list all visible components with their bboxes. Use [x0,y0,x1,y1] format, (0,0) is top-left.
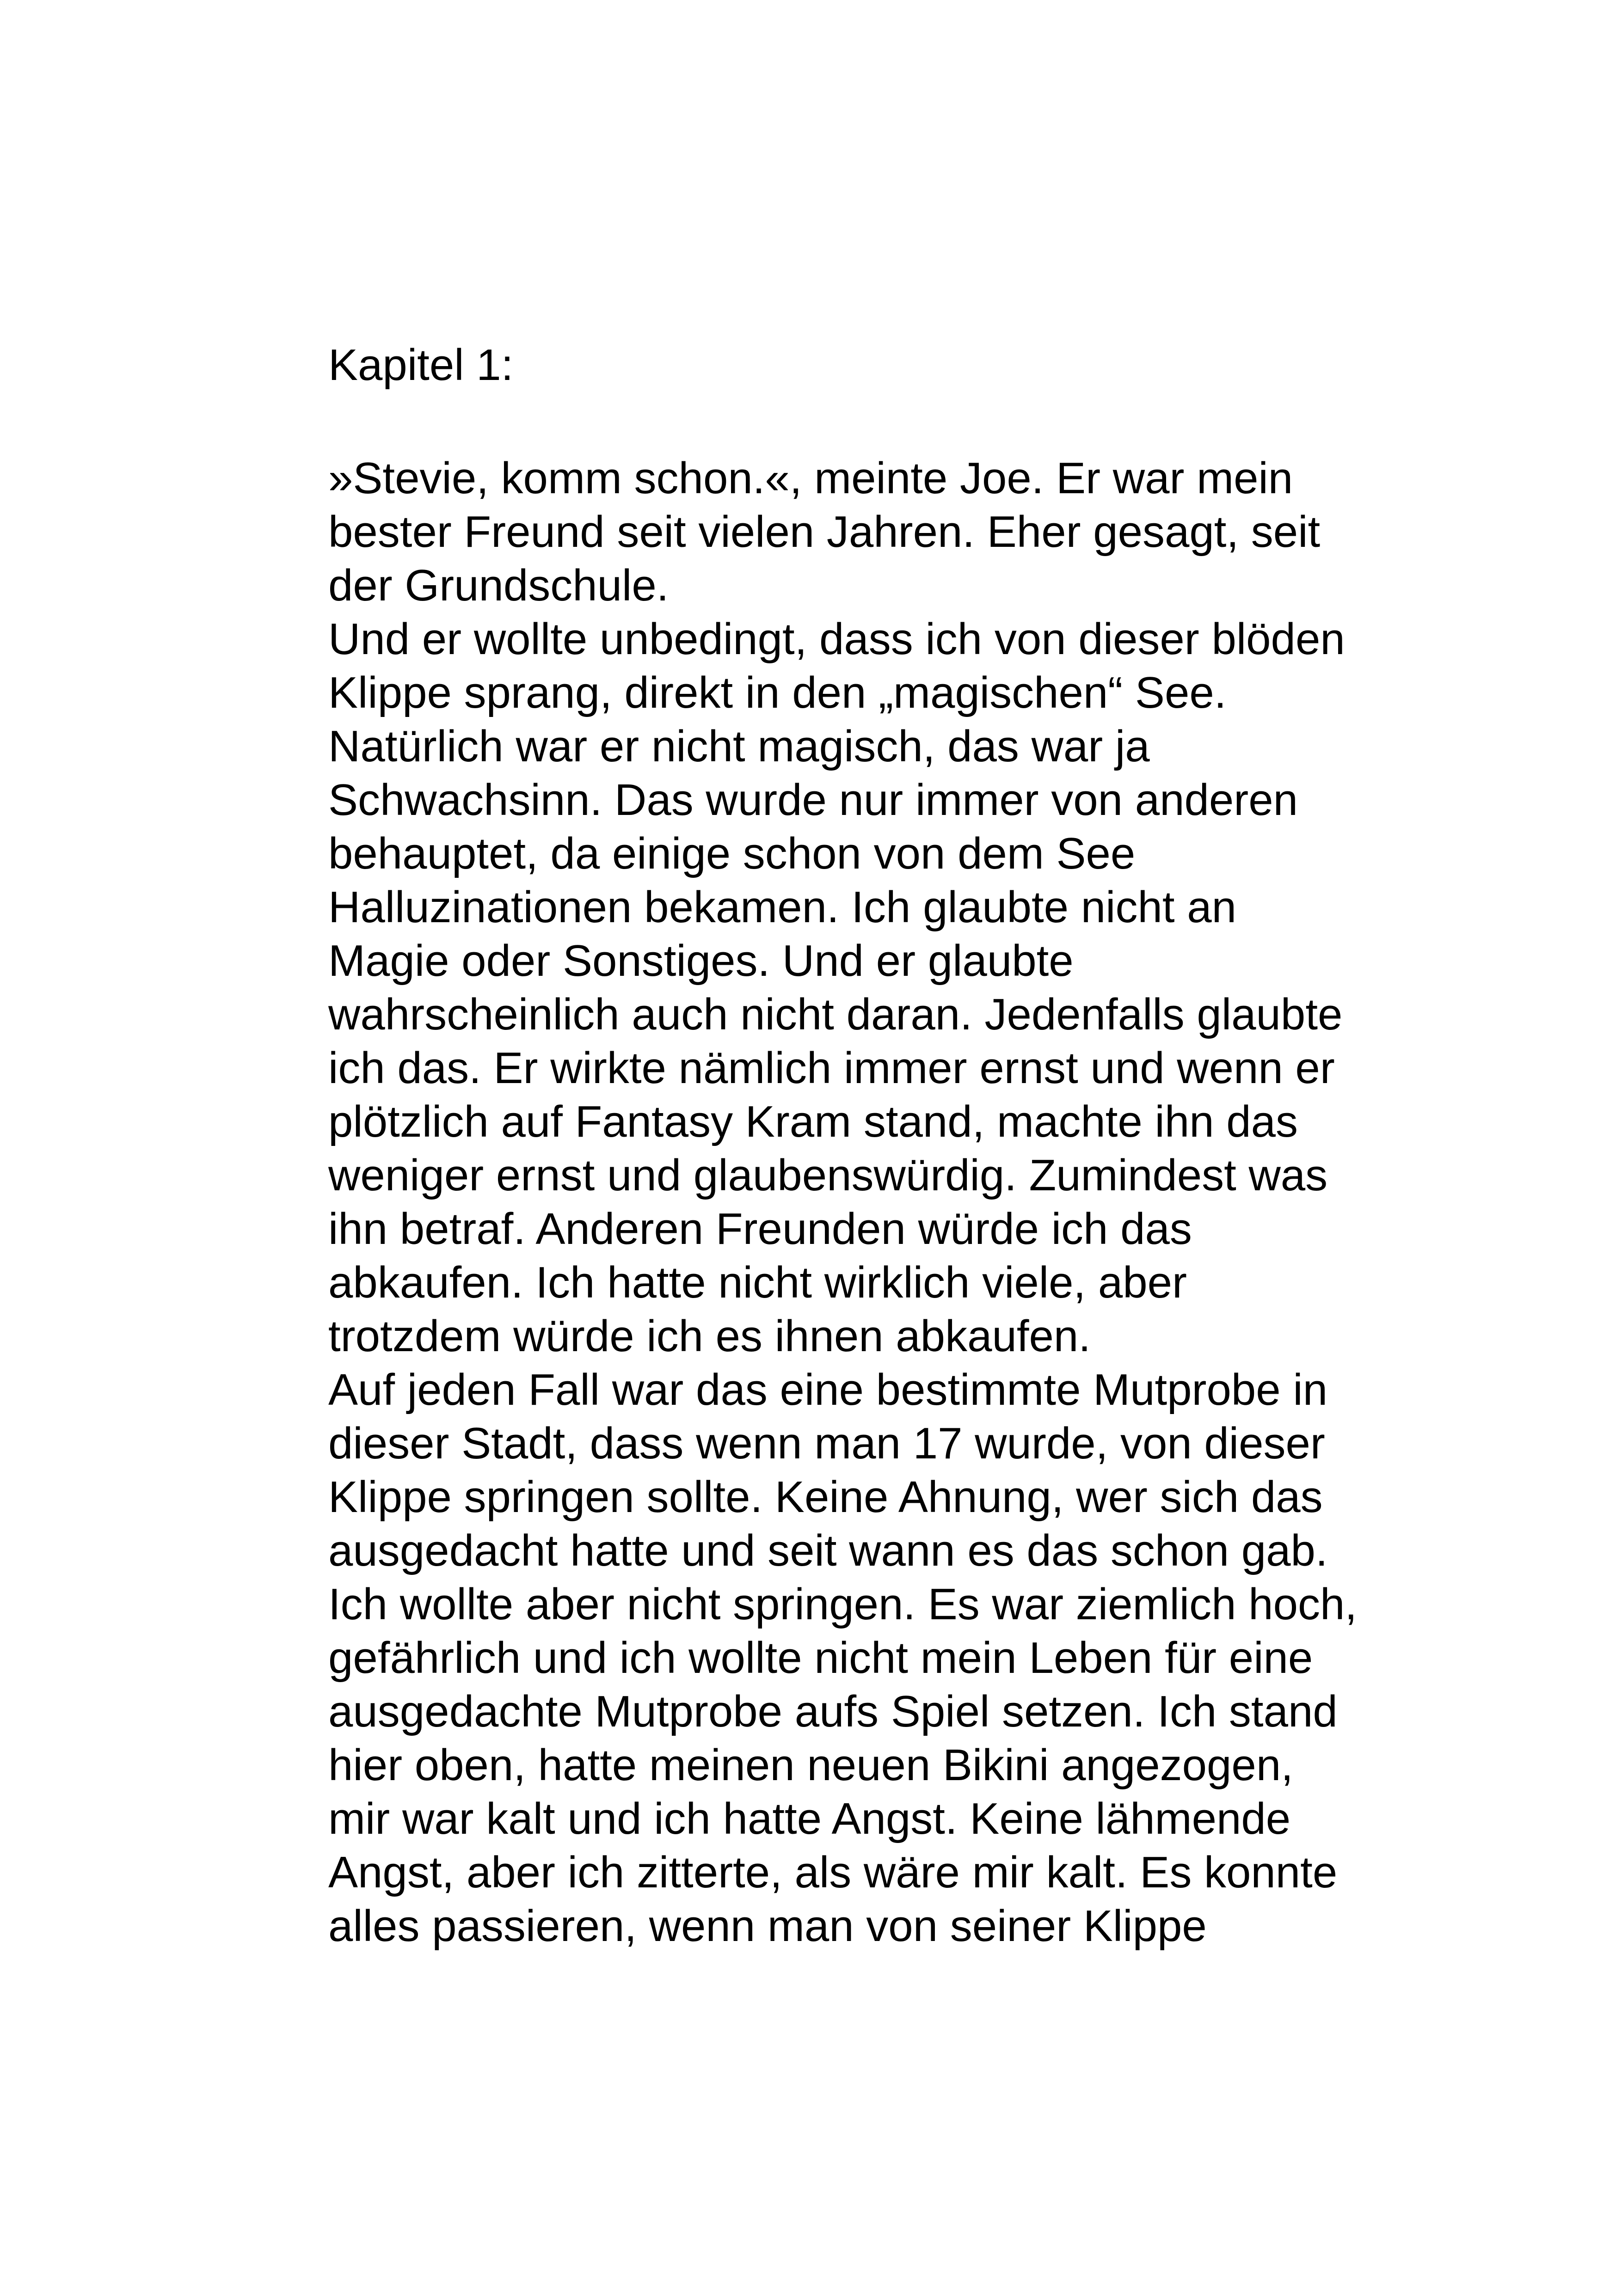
text-line: ich das. Er wirkte nämlich immer ernst und wenn er [328,1043,1335,1093]
text-block [328,324,1438,1953]
text-line: Klippe sprang, direkt in den „magischen“ See. [328,668,1227,717]
chapter-title: Kapitel 1: [328,340,514,390]
text-line: gefährlich und ich wollte nicht mein Leben für eine [328,1633,1313,1683]
text-line: hier oben, hatte meinen neuen Bikini angezogen, [328,1740,1293,1790]
text-line: Auf jeden Fall war das eine bestimmte Mutprobe in [328,1365,1328,1414]
text-line: Klippe springen sollte. Keine Ahnung, wer sich das [328,1472,1323,1522]
text-line: dieser Stadt, dass wenn man 17 wurde, von dieser [328,1419,1325,1468]
text-line: trotzdem würde ich es ihnen abkaufen. [328,1311,1091,1361]
text-line: der Grundschule. [328,561,669,610]
text-line: bester Freund seit vielen Jahren. Eher gesagt, seit [328,507,1321,557]
text-line: Natürlich war er nicht magisch, das war ja [328,722,1150,771]
text-line: abkaufen. Ich hatte nicht wirklich viele, aber [328,1258,1187,1307]
body-text [328,452,1438,1953]
text-line: Schwachsinn. Das wurde nur immer von anderen [328,775,1298,825]
paragraph-spacer [328,407,1438,452]
text-line: ausgedacht hatte und seit wann es das schon gab. [328,1526,1328,1575]
text-line: Angst, aber ich zitterte, als wäre mir kalt. Es konnte [328,1848,1338,1897]
text-line: weniger ernst und glaubenswürdig. Zumindest was [328,1151,1328,1200]
text-line: alles passieren, wenn man von seiner Klippe [328,1901,1207,1951]
text-line: Halluzinationen bekamen. Ich glaubte nicht an [328,882,1236,932]
text-line: mir war kalt und ich hatte Angst. Keine lähmende [328,1794,1291,1843]
text-line: ausgedachte Mutprobe aufs Spiel setzen. Ich stand [328,1687,1338,1736]
text-line: wahrscheinlich auch nicht daran. Jedenfalls glaubte [328,990,1343,1039]
text-line: plötzlich auf Fantasy Kram stand, machte ihn das [328,1097,1298,1146]
text-line: ihn betraf. Anderen Freunden würde ich das [328,1204,1192,1254]
text-line: »Stevie, komm schon.«, meinte Joe. Er war mein [328,453,1293,503]
text-line: Magie oder Sonstiges. Und er glaubte [328,936,1074,986]
text-line: behauptet, da einige schon von dem See [328,829,1136,878]
text-line: Und er wollte unbedingt, dass ich von dieser blöden [328,614,1345,664]
text-line: Ich wollte aber nicht springen. Es war ziemlich hoch, [328,1580,1358,1629]
